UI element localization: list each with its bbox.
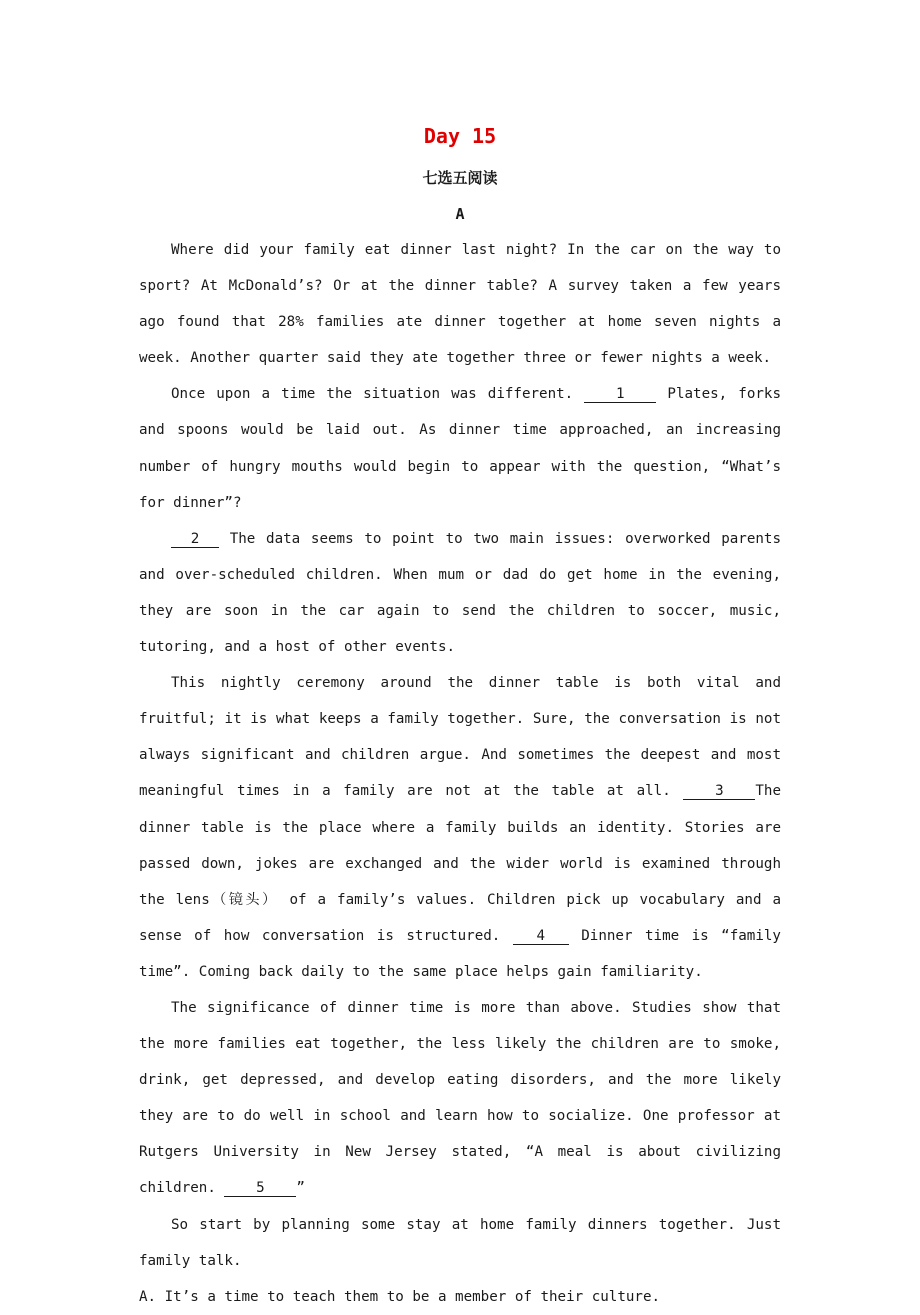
paragraph-5-text-a: The significance of dinner time is more than above. Studies show that the more families eat together, the less likely the children are to smoke, drink, get depressed, and develop eating disorders, and the more likely they are to do well in school and learn how to socialize. One professor at Rutgers University in New Jersey stated, “A meal is about civilizing children. bbox=[139, 999, 781, 1197]
blank-1[interactable]: 1 bbox=[584, 386, 656, 403]
paragraph-2 bbox=[139, 376, 781, 520]
blank-5[interactable]: 5 bbox=[224, 1180, 296, 1197]
paragraph-4-text-b: The dinner table is the place where a family builds an identity. Stories are passed down, jokes are exchanged and the wider world is examined through the lens（镜头） of a family’s values. Children pick up vocabulary and a sense of how conversation is structured. bbox=[139, 783, 781, 944]
blank-2[interactable]: 2 bbox=[171, 531, 219, 548]
paragraph-3 bbox=[139, 521, 781, 665]
paragraph-4 bbox=[139, 665, 781, 990]
reading-passage bbox=[139, 232, 781, 1315]
paragraph-2-text-a: Once upon a time the situation was different. bbox=[171, 386, 585, 403]
paragraph-4-text-c: Dinner time is “family time”. Coming back daily to the same place helps gain familiarity. bbox=[139, 927, 781, 980]
paragraph-2-text-b: Plates, forks and spoons would be laid out. As dinner time approached, an increasing number of hungry mouths would begin to appear with the question, “What’s for dinner”? bbox=[139, 386, 781, 511]
section-heading: 七选五阅读 bbox=[422, 169, 498, 187]
paragraph-6: So start by planning some stay at home family dinners together. Just family talk. bbox=[139, 1216, 781, 1269]
option-a: A. It’s a time to teach them to be a member of their culture. bbox=[139, 1288, 661, 1305]
paragraph-5 bbox=[139, 990, 781, 1207]
paragraph-5-text-b: ” bbox=[296, 1180, 305, 1197]
passage-label: A bbox=[455, 205, 465, 223]
page-title: Day 15 bbox=[423, 124, 497, 148]
blank-4[interactable]: 4 bbox=[513, 928, 569, 945]
paragraph-4-text-a: This nightly ceremony around the dinner table is both vital and fruitful; it is what keeps a family together. Sure, the conversation is not always significant and children argue. And sometimes the deepest and most meaningful times in a family are not at the table at all. bbox=[139, 675, 781, 800]
blank-3[interactable]: 3 bbox=[683, 783, 755, 800]
paragraph-1: Where did your family eat dinner last night? In the car on the way to sport? At McDonald’s? Or at the dinner table? A survey taken a few years ago found that 28% families ate dinner together at home seven nights a week. Another quarter said they ate together three or fewer nights a week. bbox=[139, 242, 781, 367]
paragraph-3-text: The data seems to point to two main issues: overworked parents and over-scheduled children. When mum or dad do get home in the evening, they are soon in the car again to send the children to soccer, music, tutoring, and a host of other events. bbox=[139, 530, 781, 656]
